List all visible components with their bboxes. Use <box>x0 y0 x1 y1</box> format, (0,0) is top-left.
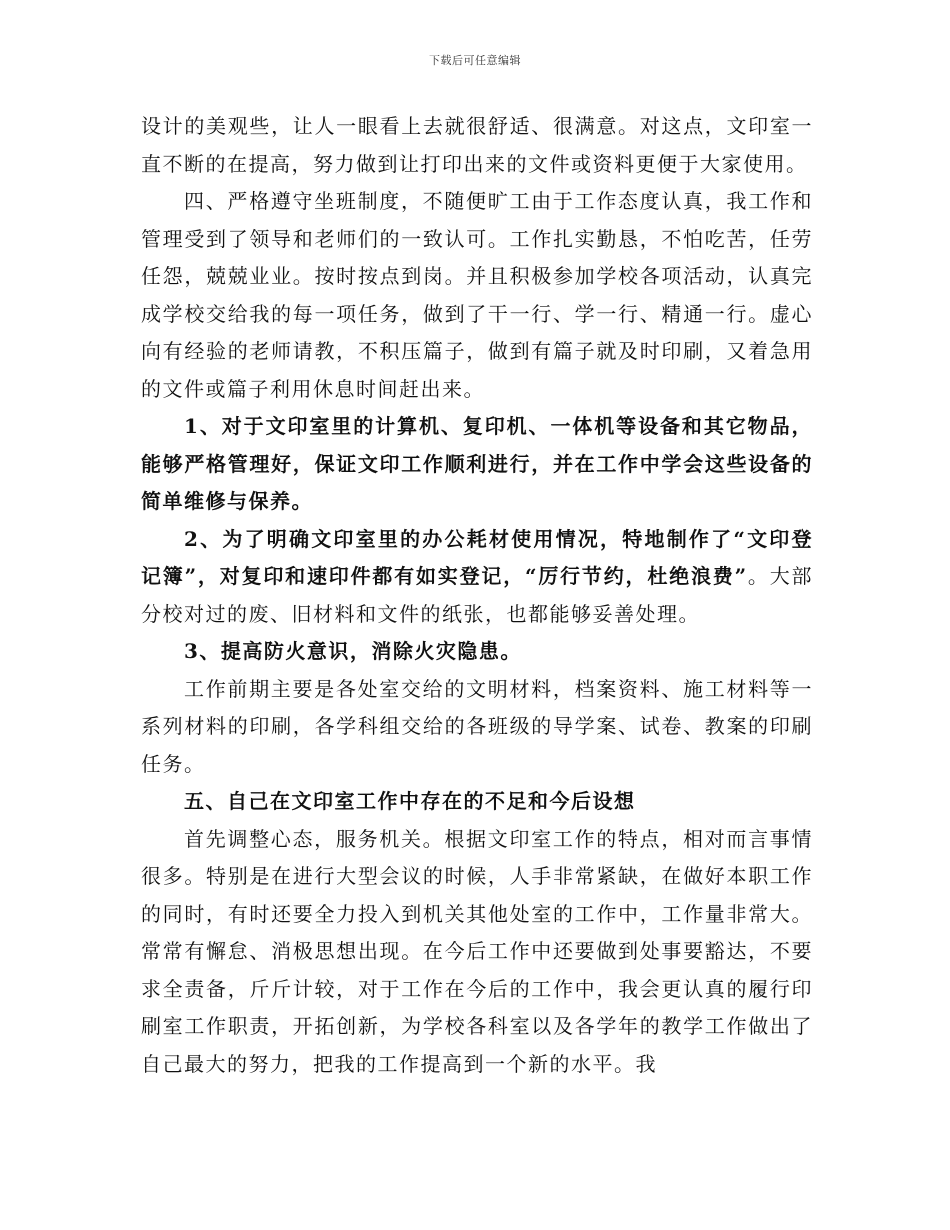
paragraph-adjust-mindset: 首先调整心态，服务机关。根据文印室工作的特点，相对而言事情很多。特别是在进行大型会议的时候，人手非常紧缺，在做好本职工作的同时，有时还要全力投入到机关其他处室的工作中，工作量非常大。常常有懈怠、消极思想出现。在今后工作中还要做到处事要豁达，不要求全责备，斤斤计较，对于工作在今后的工作中，我会更认真的履行印刷室工作职责，开拓创新，为学校各科室以及各学年的教学工作做出了自己最大的努力，把我的工作提高到一个新的水平。我 <box>141 826 813 1076</box>
paragraph-early-work: 工作前期主要是各处室交给的文明材料，档案资料、施工材料等一系列材料的印刷，各学科组交给的各班级的导学案、试卷、教案的印刷任务。 <box>141 676 813 776</box>
paragraph-item-one: 1、对于文印室里的计算机、复印机、一体机等设备和其它物品，能够严格管理好，保证文印工作顺利进行，并在工作中学会这些设备的简单维修与保养。 <box>141 414 813 513</box>
page-header: 下载后可任意编辑 <box>429 54 521 67</box>
document-body <box>141 108 813 1083</box>
heading-section-five: 五、自己在文印室工作中存在的不足和今后设想 <box>184 789 636 813</box>
paragraph-section-four: 四、严格遵守坐班制度，不随便旷工由于工作态度认真，我工作和管理受到了领导和老师们的一致认可。工作扎实勤恳，不怕吃苦，任劳任怨，兢兢业业。按时按点到岗。并且积极参加学校各项活动，认真完成学校交给我的每一项任务，做到了干一行、学一行、精通一行。虚心向有经验的老师请教，不积压篇子，做到有篇子就及时印刷，又着急用的文件或篇子利用休息时间赶出来。 <box>141 189 813 401</box>
paragraph-item-three: 3、提高防火意识，消除火灾隐患。 <box>184 639 522 663</box>
paragraph-continuation: 设计的美观些，让人一眼看上去就很舒适、很满意。对这点，文印室一直不断的在提高，努力做到让打印出来的文件或资料更便于大家使用。 <box>141 114 813 176</box>
paragraph-item-two <box>141 521 813 634</box>
paragraph-item-two-bold: 2、为了明确文印室里的办公耗材使用情况，特地制作了“文印登记簿”，对复印和速印件都有如实登记，“厉行节约，杜绝浪费” <box>141 526 813 588</box>
paragraph-item-two-tail: 。大部分校对过的废、旧材料和文件的纸张，也都能够妥善处理。 <box>141 564 813 626</box>
